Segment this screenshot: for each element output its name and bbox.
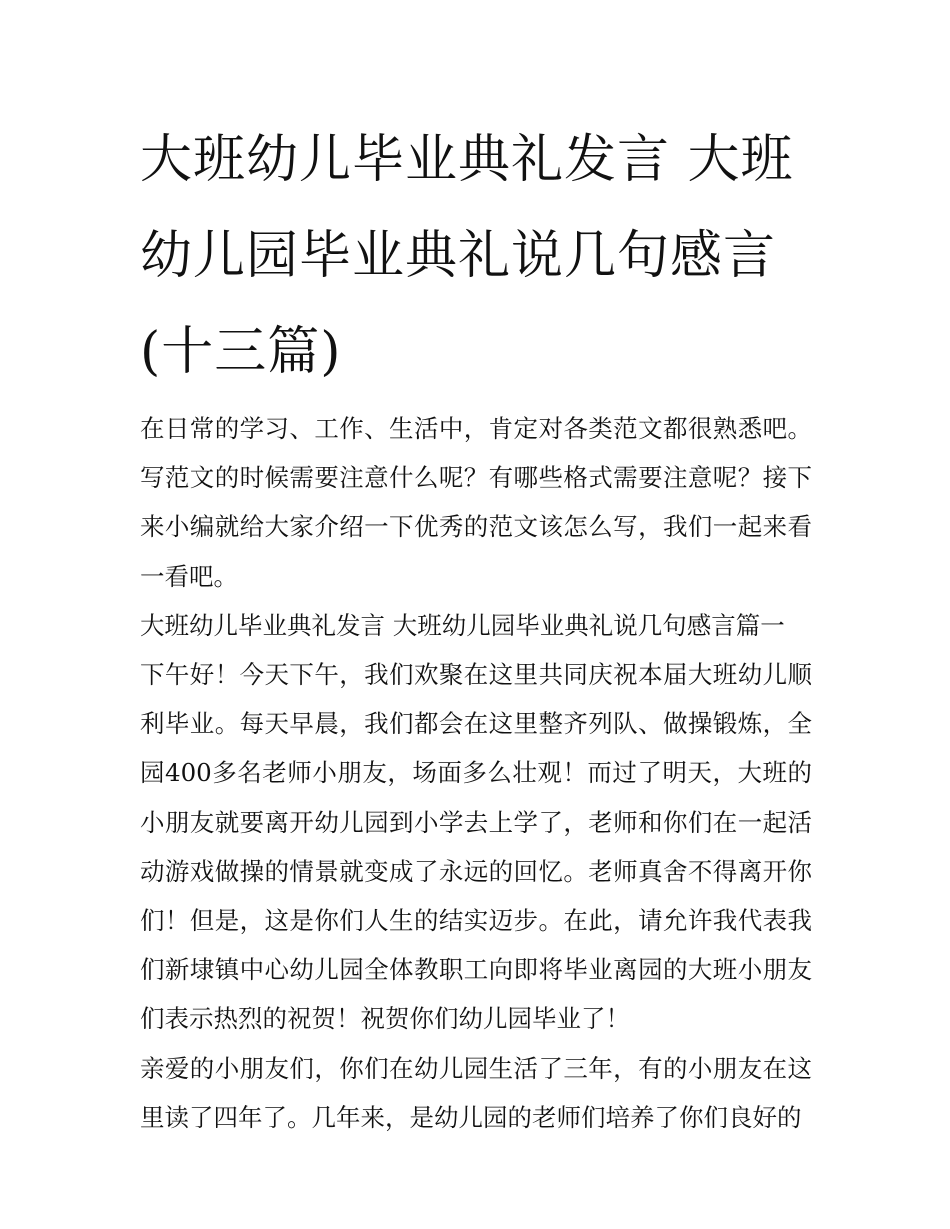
document-title: 大班幼儿毕业典礼发言 大班幼儿园毕业典礼说几句感言(十三篇) bbox=[140, 130, 794, 382]
document-page bbox=[140, 112, 812, 1142]
paragraph-section-heading: 大班幼儿毕业典礼发言 大班幼儿园毕业典礼说几句感言篇一 bbox=[140, 610, 785, 640]
paragraph-body-1: 下午好！今天下午，我们欢聚在这里共同庆祝本届大班幼儿顺利毕业。每天早晨，我们都会在这里整齐列队、做操锻炼，全园400多名老师小朋友，场面多么壮观！而过了明天，大班的小朋友就要离开幼儿园到小学去上学了，老师和你们在一起活动游戏做操的情景就变成了永远的回忆。老师真舍不得离开你们！但是，这是你们人生的结实迈步。在此，请允许我代表我们新埭镇中心幼儿园全体教职工向即将毕业离园的大班小朋友们表示热烈的祝贺！祝贺你们幼儿园毕业了！ bbox=[140, 660, 812, 1034]
paragraph-intro: 在日常的学习、工作、生活中，肯定对各类范文都很熟悉吧。写范文的时候需要注意什么呢？有哪些格式需要注意呢？接下来小编就给大家介绍一下优秀的范文该怎么写，我们一起来看一看吧。 bbox=[140, 414, 812, 591]
paragraph-body-2: 亲爱的小朋友们，你们在幼儿园生活了三年，有的小朋友在这里读了四年了。几年来，是幼儿园的老师们培养了你们良好的 bbox=[140, 1053, 812, 1132]
